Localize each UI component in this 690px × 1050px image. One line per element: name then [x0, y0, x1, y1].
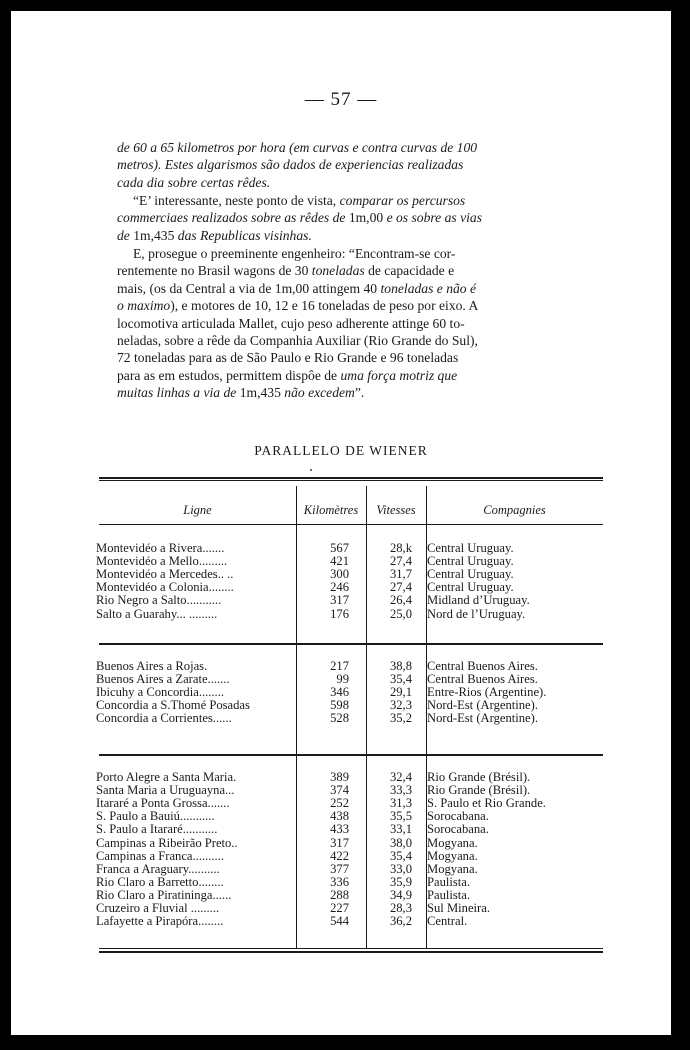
cell-kilometres: 567 — [330, 541, 349, 555]
cell-compagnie: Rio Grande (Brésil). — [427, 784, 531, 798]
cell-kilometres: 433 — [330, 822, 349, 837]
cell-compagnie: Rio Grande (Brésil). — [427, 771, 531, 784]
cell-vitesse: 29,1 — [389, 685, 412, 700]
text-segment: 1m,00 — [348, 210, 387, 226]
cell-kilometres: 528 — [330, 711, 349, 726]
cell-compagnie: Nord de l’Uruguay. — [427, 607, 526, 621]
cell-compagnie: Sorocabana. — [427, 810, 489, 824]
text-segment: locomotiva articulada Mallet, cujo peso adherente attinge 60 to- — [117, 315, 465, 331]
cell-vitesse: 38,8 — [389, 659, 412, 673]
cell-vitesse: 27,4 — [389, 580, 412, 595]
text-line — [117, 384, 579, 401]
cell-vitesse: 33,1 — [389, 822, 412, 837]
cell-kilometres: 300 — [330, 567, 349, 582]
cell-vitesse: 35,4 — [389, 672, 412, 687]
cell-ligne: Montevidéo a Mello......... — [96, 555, 228, 569]
cell-ligne: Montevidéo a Rivera....... — [96, 542, 225, 555]
text-line — [117, 156, 579, 173]
text-segment: não excedem — [284, 385, 355, 401]
cell-compagnie: Central Uruguay. — [427, 568, 514, 582]
cell-ligne: Concordia a S.Thomé Posadas — [96, 699, 250, 713]
text-segment: mais, (os da Central a via de 1m,00 attingem 40 — [117, 280, 381, 296]
cell-compagnie: Midland d’Uruguay. — [427, 594, 530, 608]
text-line — [117, 280, 579, 297]
text-line — [117, 192, 579, 209]
cell-ligne: S. Paulo a Itararé........... — [96, 823, 218, 837]
paragraph-1 — [117, 139, 579, 191]
cell-vitesse: 28,3 — [389, 901, 412, 915]
text-segment: toneladas e não é — [380, 280, 477, 296]
cell-ligne: Itararé a Ponta Grossa....... — [96, 797, 230, 811]
paragraph-3 — [117, 245, 579, 402]
cell-vitesse: 35,9 — [389, 874, 412, 889]
cell-kilometres: 336 — [330, 874, 349, 889]
text-segment: rentemente no Brasil wagons de 30 — [117, 263, 312, 279]
group-divider — [99, 643, 603, 645]
cell-ligne: Santa Maria a Uruguayna... — [96, 784, 235, 798]
cell-vitesse: 32,4 — [389, 770, 412, 784]
cell-compagnie: Central Uruguay. — [427, 542, 514, 555]
group-divider — [99, 754, 603, 756]
cell-compagnie: Central Buenos Aires. — [427, 673, 538, 687]
text-segment: o maximo — [117, 298, 171, 314]
text-segment: 1m,435 — [133, 227, 178, 243]
header-vitesses: Vitesses — [376, 503, 416, 517]
cell-ligne: Cruzeiro a Fluvial ......... — [96, 902, 220, 915]
cell-ligne: Rio Claro a Barretto........ — [96, 875, 224, 889]
cell-kilometres: 288 — [330, 887, 349, 902]
table-bottom-rule — [99, 948, 603, 949]
text-segment: de — [117, 227, 134, 243]
cell-kilometres: 598 — [330, 698, 349, 713]
text-line — [117, 245, 579, 262]
text-segment: cada dia sobre certas rêdes. — [117, 174, 271, 190]
cell-vitesse: 34,9 — [389, 887, 412, 902]
cell-compagnie: Mogyana. — [427, 862, 478, 876]
text-line — [117, 349, 579, 366]
text-line — [117, 174, 579, 191]
text-segment: de capacidade e — [364, 263, 455, 279]
cell-compagnie: Nord-Est (Argentine). — [427, 712, 538, 726]
cell-compagnie: S. Paulo et Rio Grande. — [427, 797, 546, 811]
cell-kilometres: 422 — [330, 848, 349, 863]
paragraph-2 — [117, 192, 579, 244]
text-segment: “E’ interessante, neste ponto de vista, — [133, 193, 340, 208]
cell-ligne: Campinas a Franca.......... — [96, 849, 225, 863]
cell-kilometres: 377 — [330, 861, 349, 876]
cell-compagnie: Central. — [427, 915, 468, 929]
cell-vitesse: 36,2 — [389, 914, 412, 929]
text-segment: ”. — [354, 385, 365, 401]
text-line — [117, 227, 579, 244]
text-segment: metros). Estes algarismos são dados de experiencias realizadas — [117, 157, 464, 173]
cell-compagnie: Mogyana. — [427, 849, 478, 863]
text-segment: 1m,435 — [239, 385, 285, 401]
cell-kilometres: 227 — [330, 901, 349, 915]
cell-compagnie: Nord-Est (Argentine). — [427, 699, 538, 713]
text-segment: commerciaes realizados sobre as rêdes de — [117, 210, 349, 226]
text-line — [117, 367, 579, 384]
cell-vitesse: 35,2 — [389, 711, 412, 726]
cell-compagnie: Central Uruguay. — [427, 581, 514, 595]
cell-compagnie: Mogyana. — [427, 836, 478, 850]
cell-ligne: Rio Negro a Salto........... — [96, 594, 222, 608]
cell-ligne: Concordia a Corrientes...... — [96, 712, 232, 726]
text-line — [117, 139, 579, 156]
text-line — [117, 315, 579, 332]
table-top-rule — [99, 477, 603, 479]
cell-ligne: Lafayette a Pirapóra........ — [96, 915, 224, 929]
cell-ligne: Salto a Guarahy... ......... — [96, 607, 218, 621]
cell-compagnie: Sul Mineira. — [427, 902, 490, 915]
cell-compagnie: Paulista. — [427, 888, 471, 902]
cell-vitesse: 32,3 — [389, 698, 412, 713]
cell-ligne: Porto Alegre a Santa Maria. — [96, 771, 237, 784]
text-segment: comparar os percursos — [339, 193, 466, 208]
book-page — [11, 11, 671, 1035]
text-segment: de 60 a 65 — [117, 140, 178, 155]
text-segment: muitas linhas a via de — [117, 385, 240, 401]
header-rule — [99, 524, 603, 525]
cell-ligne: Ibicuhy a Concordia........ — [96, 686, 225, 700]
cell-kilometres: 99 — [336, 672, 349, 687]
cell-vitesse: 35,5 — [389, 809, 412, 824]
cell-ligne: Rio Claro a Piratininga...... — [96, 888, 232, 902]
cell-ligne: Buenos Aires a Zarate....... — [96, 673, 230, 687]
cell-ligne: Franca a Araguary.......... — [96, 862, 220, 876]
text-segment: toneladas — [311, 263, 365, 279]
text-line — [117, 297, 579, 314]
text-segment: kilometros por hora (em curvas e contra curvas de 100 — [177, 140, 478, 155]
cell-kilometres: 176 — [330, 606, 349, 621]
cell-compagnie: Sorocabana. — [427, 823, 489, 837]
header-kilometres: Kilomètres — [303, 503, 359, 517]
cell-compagnie: Central Buenos Aires. — [427, 660, 538, 673]
text-segment: E, prosegue o preeminente engenheiro: “Encontram-se cor- — [133, 246, 456, 261]
cell-vitesse: 26,4 — [389, 593, 412, 608]
text-line — [117, 262, 579, 279]
cell-vitesse: 38,0 — [389, 835, 412, 850]
cell-vitesse: 27,4 — [389, 554, 412, 569]
cell-kilometres: 374 — [330, 783, 349, 798]
cell-compagnie: Paulista. — [427, 875, 471, 889]
page-number: — 57 — — [304, 89, 378, 110]
header-ligne: Ligne — [183, 503, 212, 517]
text-segment: das Republicas visinhas. — [177, 227, 312, 243]
cell-ligne: Buenos Aires a Rojas. — [96, 660, 208, 673]
text-line — [117, 332, 579, 349]
cell-ligne: S. Paulo a Bauiú........... — [96, 810, 215, 824]
cell-vitesse: 25,0 — [389, 606, 412, 621]
cell-compagnie: Central Uruguay. — [427, 555, 514, 569]
text-segment: para as em estudos, permittem dispôe de — [117, 367, 341, 383]
cell-kilometres: 317 — [330, 835, 349, 850]
text-segment: uma força motriz que — [340, 367, 458, 383]
cell-vitesse: 33,0 — [389, 861, 412, 876]
cell-kilometres: 389 — [330, 770, 349, 784]
cell-vitesse: 31,7 — [389, 567, 412, 582]
cell-compagnie: Entre-Rios (Argentine). — [427, 686, 547, 700]
cell-kilometres: 438 — [330, 809, 349, 824]
cell-vitesse: 31,3 — [389, 796, 412, 811]
cell-ligne: Campinas a Ribeirão Preto.. — [96, 836, 238, 850]
cell-kilometres: 217 — [330, 659, 349, 673]
text-segment: ), e motores de 10, 12 e 16 toneladas de peso por eixo. A — [170, 298, 479, 314]
table-title: PARALLELO DE WIENER — [254, 443, 428, 458]
cell-vitesse: 33,3 — [389, 783, 412, 798]
table-top-rule-2 — [99, 480, 603, 481]
text-segment: 72 toneladas para as de São Paulo e Rio Grande e 96 toneladas — [117, 350, 459, 366]
cell-ligne: Montevidéo a Colonia........ — [96, 581, 234, 595]
header-compagnies: Compagnies — [483, 503, 546, 517]
cell-kilometres: 252 — [330, 796, 349, 811]
cell-kilometres: 544 — [330, 914, 349, 929]
text-line — [117, 209, 579, 226]
text-segment: neladas, sobre a rêde da Companhia Auxiliar (Rio Grande do Sul), — [117, 333, 478, 349]
decorative-dot — [310, 469, 312, 471]
cell-vitesse: 28,k — [389, 541, 412, 555]
cell-kilometres: 317 — [330, 593, 349, 608]
cell-vitesse: 35,4 — [389, 848, 412, 863]
cell-kilometres: 421 — [330, 554, 349, 569]
cell-ligne: Montevidéo a Mercedes.. .. — [96, 568, 234, 582]
table-bottom-rule-2 — [99, 951, 603, 953]
cell-kilometres: 346 — [330, 685, 349, 700]
text-segment: e os sobre as vias — [386, 210, 482, 226]
cell-kilometres: 246 — [330, 580, 349, 595]
